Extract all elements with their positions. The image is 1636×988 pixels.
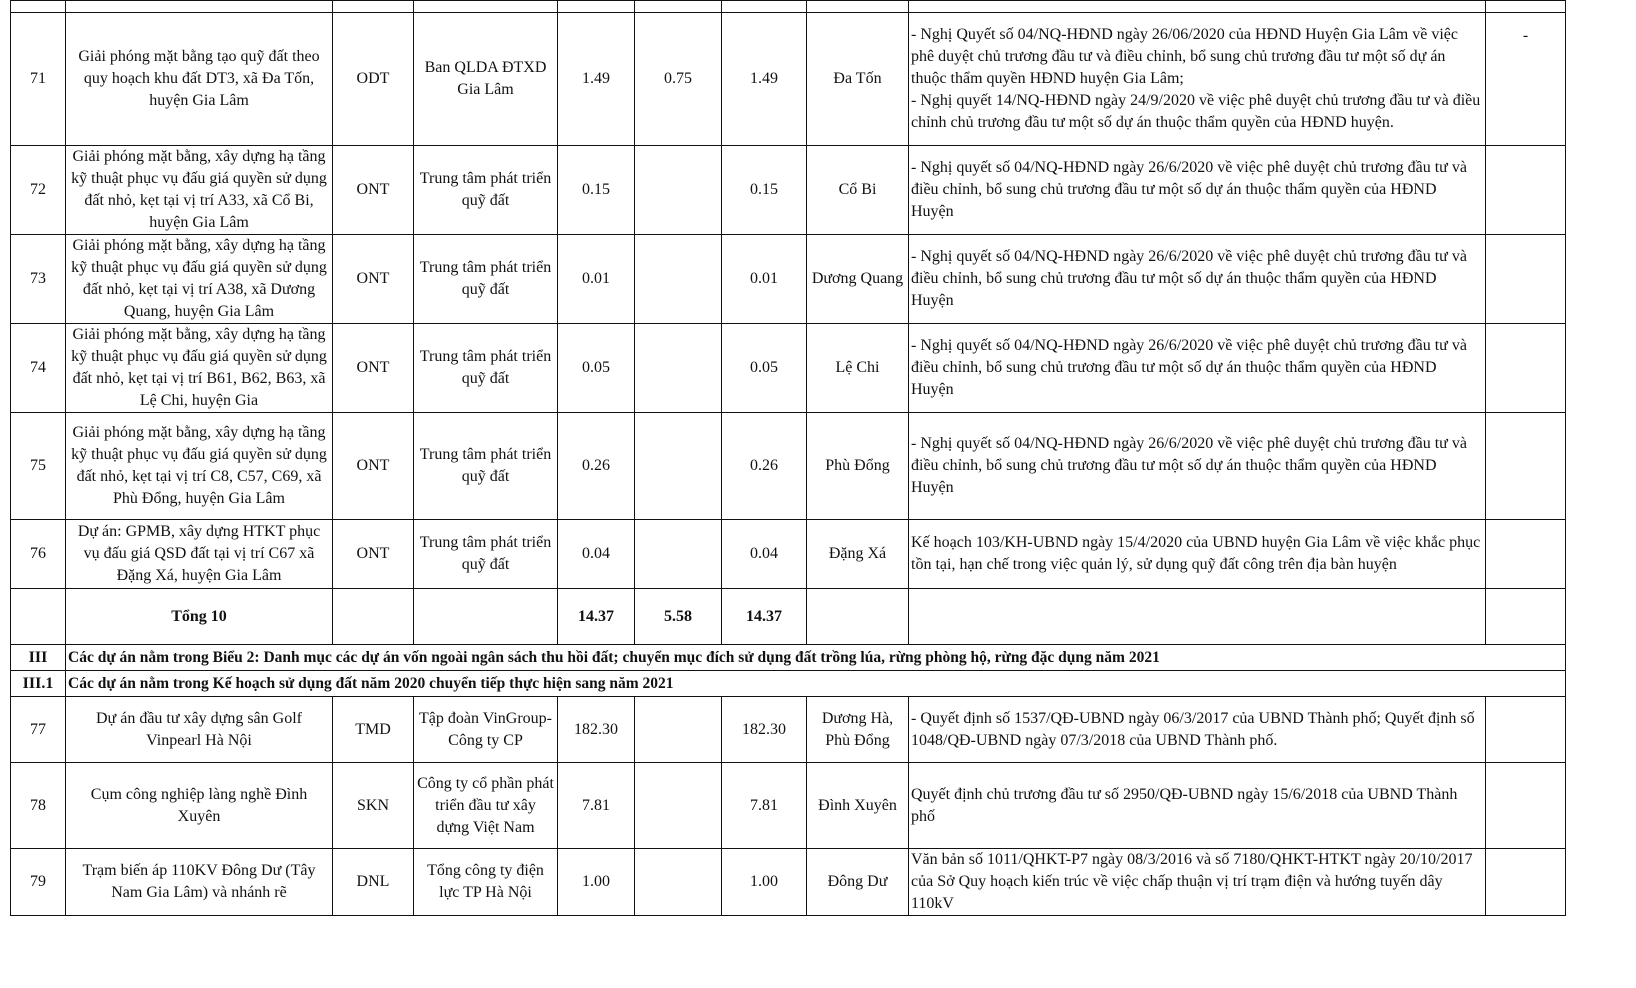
investor: Trung tâm phát triển quỹ đất	[414, 146, 558, 235]
planned-area-value: 0.04	[722, 520, 807, 589]
land-use-code: TMD	[333, 697, 414, 763]
location: Đặng Xá	[807, 520, 909, 589]
area-value: 1.00	[558, 849, 635, 916]
section-title: Các dự án nằm trong Biểu 2: Danh mục các dự án vốn ngoài ngân sách thu hồi đất; chuyển mục đích sử dụng đất trồng lúa, rừng phòng hộ, rừng đặc dụng năm 2021	[66, 645, 1566, 671]
area-value: 0.26	[558, 413, 635, 520]
note	[1486, 849, 1566, 916]
row-number: 74	[11, 324, 66, 413]
note	[1486, 324, 1566, 413]
land-use-code: ODT	[333, 13, 414, 146]
table-row	[11, 520, 1566, 589]
legal-basis: - Nghị Quyết số 04/NQ-HĐND ngày 26/06/2020 của HĐND Huyện Gia Lâm về việc phê duyệt chủ trương đầu tư và điều chỉnh, bổ sung chủ trương đầu tư một số dự án thuộc thẩm quyền HĐND huyện Gia Lâm; - Nghị quyết 14/NQ-HĐND ngày 24/9/2020 về việc phê duyệt chủ trương đầu tư và điều chỉnh chủ trương đầu tư một số dự án thuộc thẩm quyền của HĐND huyện.	[909, 13, 1486, 146]
project-name: Dự án: GPMB, xây dựng HTKT phục vụ đấu giá QSD đất tại vị trí C67 xã Đặng Xá, huyện Gia Lâm	[66, 520, 333, 589]
land-use-plan-table-sheet	[10, 0, 1566, 916]
location: Dương Hà, Phù Đổng	[807, 697, 909, 763]
rice-land-value	[635, 146, 722, 235]
land-use-code: ONT	[333, 413, 414, 520]
row-number: 72	[11, 146, 66, 235]
area-value: 0.15	[558, 146, 635, 235]
total-label: Tổng 10	[66, 589, 333, 645]
rice-land-value	[635, 324, 722, 413]
area-value: 7.81	[558, 763, 635, 849]
rice-land-value	[635, 763, 722, 849]
project-name: Giải phóng mặt bằng, xây dựng hạ tầng kỹ thuật phục vụ đấu giá quyền sử dụng đất nhỏ, kẹt tại vị trí A38, xã Dương Quang, huyện Gia Lâm	[66, 235, 333, 324]
project-name: Dự án đầu tư xây dựng sân Golf Vinpearl Hà Nội	[66, 697, 333, 763]
legal-basis: Kế hoạch 103/KH-UBND ngày 15/4/2020 của UBND huyện Gia Lâm về việc khắc phục tồn tại, hạn chế trong việc quản lý, sử dụng quỹ đất công trên địa bàn huyện	[909, 520, 1486, 589]
table-row	[11, 849, 1566, 916]
legal-basis: - Nghị quyết số 04/NQ-HĐND ngày 26/6/2020 về việc phê duyệt chủ trương đầu tư và điều chỉnh, bổ sung chủ trương đầu tư một số dự án thuộc thẩm quyền của HĐND Huyện	[909, 413, 1486, 520]
project-name: Giải phóng mặt bằng tạo quỹ đất theo quy hoạch khu đất DT3, xã Đa Tốn, huyện Gia Lâm	[66, 13, 333, 146]
note	[1486, 520, 1566, 589]
table-row	[11, 13, 1566, 146]
area-value: 0.01	[558, 235, 635, 324]
total-planned-area: 14.37	[722, 589, 807, 645]
table-row	[11, 413, 1566, 520]
project-name: Giải phóng mặt bằng, xây dựng hạ tầng kỹ thuật phục vụ đấu giá quyền sử dụng đất nhỏ, kẹt tại vị trí A33, xã Cổ Bi, huyện Gia Lâm	[66, 146, 333, 235]
investor: Trung tâm phát triển quỹ đất	[414, 324, 558, 413]
location: Dương Quang	[807, 235, 909, 324]
note: -	[1486, 13, 1566, 146]
land-use-code: ONT	[333, 235, 414, 324]
planned-area-value: 1.49	[722, 13, 807, 146]
rice-land-value	[635, 697, 722, 763]
area-value: 182.30	[558, 697, 635, 763]
location: Đông Dư	[807, 849, 909, 916]
total-investor	[414, 589, 558, 645]
row-number: 79	[11, 849, 66, 916]
investor: Trung tâm phát triển quỹ đất	[414, 413, 558, 520]
total-row	[11, 589, 1566, 645]
row-number: 73	[11, 235, 66, 324]
investor: Công ty cổ phần phát triển đầu tư xây dựng Việt Nam	[414, 763, 558, 849]
rice-land-value	[635, 520, 722, 589]
planned-area-value: 0.05	[722, 324, 807, 413]
table-row	[11, 763, 1566, 849]
rice-land-value	[635, 235, 722, 324]
total-note	[1486, 589, 1566, 645]
planned-area-value: 0.01	[722, 235, 807, 324]
land-use-code: SKN	[333, 763, 414, 849]
note	[1486, 235, 1566, 324]
row-number: 75	[11, 413, 66, 520]
row-number: 77	[11, 697, 66, 763]
rice-land-value	[635, 849, 722, 916]
land-use-code: DNL	[333, 849, 414, 916]
project-name: Giải phóng mặt bằng, xây dựng hạ tầng kỹ thuật phục vụ đấu giá quyền sử dụng đất nhỏ, kẹt tại vị trí B61, B62, B63, xã Lệ Chi, huyện Gia	[66, 324, 333, 413]
investor: Ban QLDA ĐTXD Gia Lâm	[414, 13, 558, 146]
row-number: 71	[11, 13, 66, 146]
rice-land-value: 0.75	[635, 13, 722, 146]
area-value: 0.04	[558, 520, 635, 589]
rice-land-value	[635, 413, 722, 520]
area-value: 0.05	[558, 324, 635, 413]
land-use-code: ONT	[333, 520, 414, 589]
table-row	[11, 146, 1566, 235]
section-number: III.1	[11, 671, 66, 697]
total-row-number	[11, 589, 66, 645]
legal-basis: - Nghị quyết số 04/NQ-HĐND ngày 26/6/2020 về việc phê duyệt chủ trương đầu tư và điều chỉnh, bổ sung chủ trương đầu tư một số dự án thuộc thẩm quyền của HĐND Huyện	[909, 324, 1486, 413]
investor: Tổng công ty điện lực TP Hà Nội	[414, 849, 558, 916]
table-row	[11, 324, 1566, 413]
legal-basis: - Nghị quyết số 04/NQ-HĐND ngày 26/6/2020 về việc phê duyệt chủ trương đầu tư và điều chỉnh, bổ sung chủ trương đầu tư một số dự án thuộc thẩm quyền của HĐND Huyện	[909, 146, 1486, 235]
note	[1486, 763, 1566, 849]
section-header-row	[11, 645, 1566, 671]
total-location	[807, 589, 909, 645]
planned-area-value: 7.81	[722, 763, 807, 849]
total-area: 14.37	[558, 589, 635, 645]
section-title: Các dự án nằm trong Kế hoạch sử dụng đất năm 2020 chuyển tiếp thực hiện sang năm 2021	[66, 671, 1566, 697]
total-rice-land: 5.58	[635, 589, 722, 645]
section-number: III	[11, 645, 66, 671]
legal-basis: Quyết định chủ trương đầu tư số 2950/QĐ-UBND ngày 15/6/2018 của UBND Thành phố	[909, 763, 1486, 849]
land-use-projects-table	[10, 0, 1566, 916]
total-basis	[909, 589, 1486, 645]
location: Cổ Bi	[807, 146, 909, 235]
planned-area-value: 0.26	[722, 413, 807, 520]
project-name: Trạm biến áp 110KV Đông Dư (Tây Nam Gia Lâm) và nhánh rẽ	[66, 849, 333, 916]
investor: Trung tâm phát triển quỹ đất	[414, 520, 558, 589]
planned-area-value: 182.30	[722, 697, 807, 763]
legal-basis: - Nghị quyết số 04/NQ-HĐND ngày 26/6/2020 về việc phê duyệt chủ trương đầu tư và điều chỉnh, bổ sung chủ trương đầu tư một số dự án thuộc thẩm quyền của HĐND Huyện	[909, 235, 1486, 324]
legal-basis: Văn bản số 1011/QHKT-P7 ngày 08/3/2016 và số 7180/QHKT-HTKT ngày 20/10/2017 của Sở Quy hoạch kiến trúc về việc chấp thuận vị trí trạm điện và hướng tuyến dây 110kV	[909, 849, 1486, 916]
project-name: Giải phóng mặt bằng, xây dựng hạ tầng kỹ thuật phục vụ đấu giá quyền sử dụng đất nhỏ, kẹt tại vị trí C8, C57, C69, xã Phù Đổng, huyện Gia Lâm	[66, 413, 333, 520]
location: Đa Tốn	[807, 13, 909, 146]
investor: Tập đoàn VinGroup-Công ty CP	[414, 697, 558, 763]
row-number: 78	[11, 763, 66, 849]
total-code	[333, 589, 414, 645]
table-row-top-remnant	[11, 1, 1566, 13]
location: Phù Đổng	[807, 413, 909, 520]
location: Đình Xuyên	[807, 763, 909, 849]
land-use-code: ONT	[333, 146, 414, 235]
land-use-code: ONT	[333, 324, 414, 413]
table-row	[11, 235, 1566, 324]
note	[1486, 413, 1566, 520]
investor: Trung tâm phát triển quỹ đất	[414, 235, 558, 324]
legal-basis: - Quyết định số 1537/QĐ-UBND ngày 06/3/2017 của UBND Thành phố; Quyết định số 1048/QĐ-UBND ngày 07/3/2018 của UBND Thành phố.	[909, 697, 1486, 763]
area-value: 1.49	[558, 13, 635, 146]
note	[1486, 697, 1566, 763]
table-row	[11, 697, 1566, 763]
planned-area-value: 1.00	[722, 849, 807, 916]
project-name: Cụm công nghiệp làng nghề Đình Xuyên	[66, 763, 333, 849]
planned-area-value: 0.15	[722, 146, 807, 235]
location: Lệ Chi	[807, 324, 909, 413]
section-header-row	[11, 671, 1566, 697]
note	[1486, 146, 1566, 235]
row-number: 76	[11, 520, 66, 589]
